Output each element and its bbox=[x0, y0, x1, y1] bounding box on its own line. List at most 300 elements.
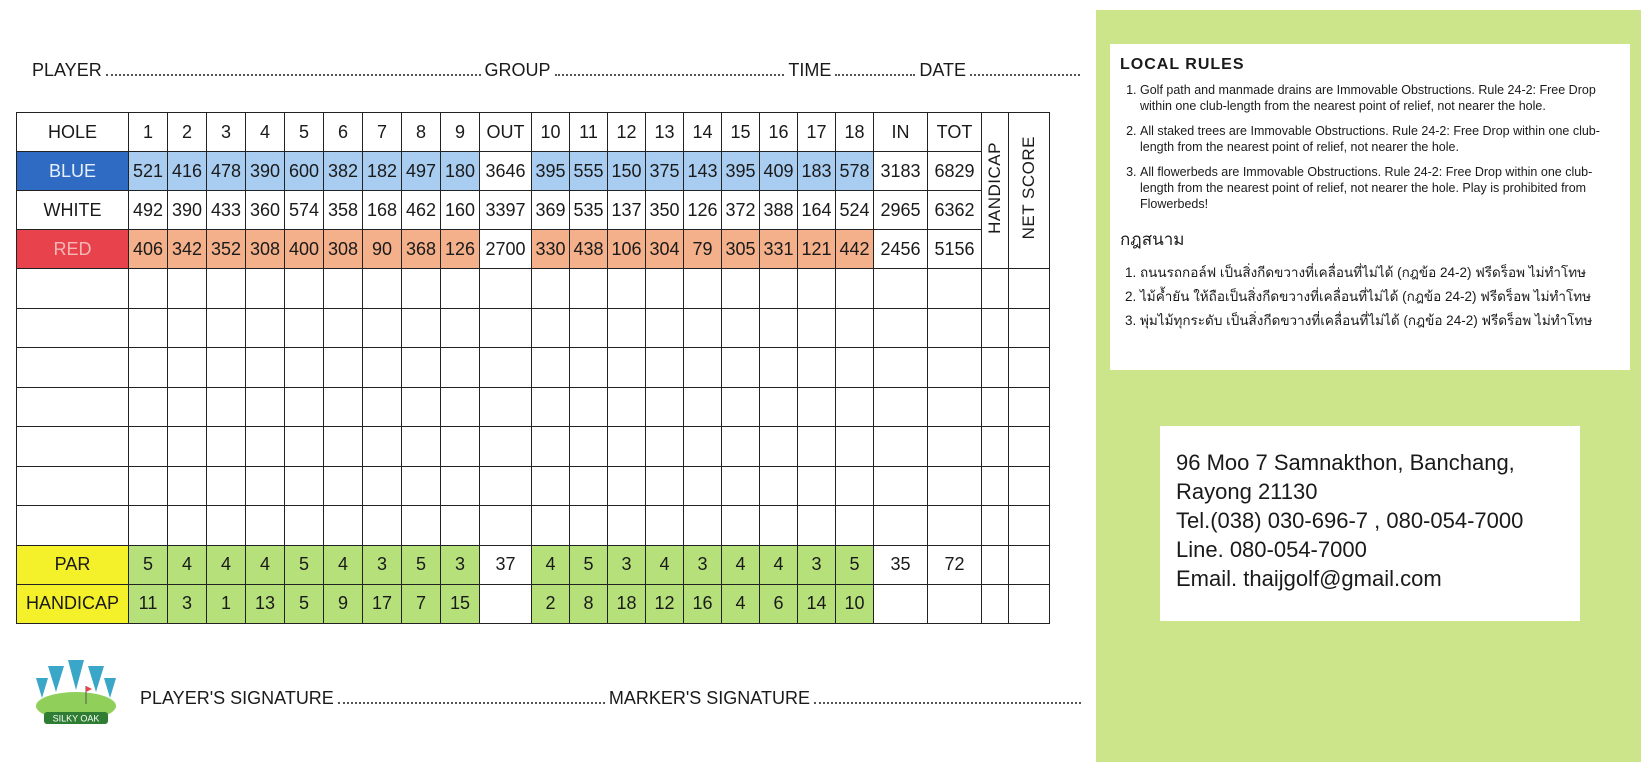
score-cell[interactable] bbox=[324, 427, 363, 467]
hole-cell: 3 bbox=[684, 545, 722, 584]
hole-cell: 14 bbox=[798, 584, 836, 623]
score-cell[interactable] bbox=[246, 506, 285, 546]
player-name-cell[interactable] bbox=[17, 269, 129, 309]
hole-number: 13 bbox=[646, 113, 684, 152]
hole-cell: 150 bbox=[608, 152, 646, 191]
hole-cell: 4 bbox=[207, 545, 246, 584]
score-cell[interactable] bbox=[168, 427, 207, 467]
score-cell[interactable] bbox=[874, 348, 928, 388]
score-cell[interactable] bbox=[836, 308, 874, 348]
score-cell[interactable] bbox=[402, 466, 441, 506]
score-cell[interactable] bbox=[760, 348, 798, 388]
hole-cell: 17 bbox=[363, 584, 402, 623]
handicap-cell[interactable] bbox=[982, 584, 1009, 623]
score-cell[interactable] bbox=[928, 506, 982, 546]
score-cell[interactable] bbox=[722, 506, 760, 546]
hole-number: 6 bbox=[324, 113, 363, 152]
score-cell[interactable] bbox=[874, 308, 928, 348]
score-cell[interactable] bbox=[722, 308, 760, 348]
score-cell[interactable] bbox=[684, 269, 722, 309]
hole-cell: 4 bbox=[760, 545, 798, 584]
hole-cell: 164 bbox=[798, 191, 836, 230]
score-cell[interactable] bbox=[570, 427, 608, 467]
tot-header: TOT bbox=[928, 113, 982, 152]
score-cell[interactable] bbox=[532, 387, 570, 427]
score-cell[interactable] bbox=[684, 427, 722, 467]
player-header-line bbox=[32, 60, 1084, 81]
score-cell[interactable] bbox=[608, 466, 646, 506]
address-box bbox=[1160, 426, 1580, 621]
in-header: IN bbox=[874, 113, 928, 152]
score-cell[interactable] bbox=[402, 308, 441, 348]
hole-cell: 9 bbox=[324, 584, 363, 623]
hole-cell: 4 bbox=[532, 545, 570, 584]
address-email: Email. thaijgolf@gmail.com bbox=[1176, 566, 1442, 591]
score-cell[interactable] bbox=[441, 427, 480, 467]
score-cell[interactable] bbox=[1009, 308, 1050, 348]
score-cell[interactable] bbox=[836, 506, 874, 546]
hole-cell: 182 bbox=[363, 152, 402, 191]
score-cell[interactable] bbox=[1009, 269, 1050, 309]
hole-cell: 388 bbox=[760, 191, 798, 230]
score-cell[interactable] bbox=[246, 427, 285, 467]
score-cell[interactable] bbox=[129, 269, 168, 309]
score-cell[interactable] bbox=[246, 348, 285, 388]
score-cell[interactable] bbox=[570, 506, 608, 546]
group-field[interactable] bbox=[555, 60, 785, 76]
score-cell[interactable] bbox=[532, 466, 570, 506]
score-cell[interactable] bbox=[684, 348, 722, 388]
score-cell[interactable] bbox=[570, 308, 608, 348]
score-cell[interactable] bbox=[129, 308, 168, 348]
hole-cell: 390 bbox=[246, 152, 285, 191]
tot-total-cell: 5156 bbox=[928, 230, 982, 269]
hole-cell: 416 bbox=[168, 152, 207, 191]
hole-cell: 143 bbox=[684, 152, 722, 191]
in-total-cell: 3183 bbox=[874, 152, 928, 191]
out-total-cell bbox=[480, 584, 532, 623]
hole-cell: 1 bbox=[207, 584, 246, 623]
score-cell[interactable] bbox=[982, 387, 1009, 427]
score-cell[interactable] bbox=[722, 348, 760, 388]
row-label: BLUE bbox=[17, 152, 129, 191]
score-cell[interactable] bbox=[402, 348, 441, 388]
score-cell[interactable] bbox=[1009, 427, 1050, 467]
score-cell[interactable] bbox=[532, 506, 570, 546]
score-cell[interactable] bbox=[168, 348, 207, 388]
hole-cell: 5 bbox=[285, 584, 324, 623]
player-score-row bbox=[17, 269, 1050, 309]
tot-total-cell bbox=[928, 584, 982, 623]
score-cell[interactable] bbox=[646, 348, 684, 388]
hole-cell: 304 bbox=[646, 230, 684, 269]
address-line2: Rayong 21130 bbox=[1176, 479, 1318, 504]
handicap-row bbox=[17, 584, 1050, 623]
score-cell[interactable] bbox=[246, 387, 285, 427]
score-cell[interactable] bbox=[129, 348, 168, 388]
player-name-cell[interactable] bbox=[17, 427, 129, 467]
score-cell[interactable] bbox=[480, 348, 532, 388]
player-score-row bbox=[17, 506, 1050, 546]
hole-cell: 438 bbox=[570, 230, 608, 269]
score-cell[interactable] bbox=[874, 427, 928, 467]
score-cell[interactable] bbox=[168, 387, 207, 427]
score-cell[interactable] bbox=[722, 427, 760, 467]
score-cell[interactable] bbox=[324, 387, 363, 427]
time-field[interactable] bbox=[835, 60, 915, 76]
hole-cell: 79 bbox=[684, 230, 722, 269]
score-cell[interactable] bbox=[532, 427, 570, 467]
score-cell[interactable] bbox=[402, 387, 441, 427]
hole-number: 5 bbox=[285, 113, 324, 152]
net-score-cell[interactable] bbox=[1009, 545, 1050, 584]
hole-number: 12 bbox=[608, 113, 646, 152]
score-cell[interactable] bbox=[1009, 506, 1050, 546]
score-cell[interactable] bbox=[168, 506, 207, 546]
tee-row-white bbox=[17, 191, 1050, 230]
score-cell[interactable] bbox=[129, 387, 168, 427]
net-score-cell[interactable] bbox=[1009, 584, 1050, 623]
hole-cell: 13 bbox=[246, 584, 285, 623]
hole-cell: 4 bbox=[722, 584, 760, 623]
out-total-cell: 37 bbox=[480, 545, 532, 584]
score-cell[interactable] bbox=[722, 387, 760, 427]
hole-cell: 352 bbox=[207, 230, 246, 269]
score-cell[interactable] bbox=[928, 269, 982, 309]
score-cell[interactable] bbox=[363, 308, 402, 348]
score-cell[interactable] bbox=[760, 427, 798, 467]
player-name-cell[interactable] bbox=[17, 348, 129, 388]
score-cell[interactable] bbox=[874, 466, 928, 506]
score-cell[interactable] bbox=[402, 506, 441, 546]
score-cell[interactable] bbox=[129, 427, 168, 467]
score-cell[interactable] bbox=[441, 466, 480, 506]
score-cell[interactable] bbox=[246, 269, 285, 309]
score-cell[interactable] bbox=[441, 269, 480, 309]
local-rules-box bbox=[1110, 44, 1630, 370]
score-cell[interactable] bbox=[928, 387, 982, 427]
score-cell[interactable] bbox=[207, 269, 246, 309]
score-cell[interactable] bbox=[129, 466, 168, 506]
score-cell[interactable] bbox=[608, 348, 646, 388]
score-cell[interactable] bbox=[982, 348, 1009, 388]
hole-cell: 2 bbox=[532, 584, 570, 623]
score-cell[interactable] bbox=[646, 269, 684, 309]
hole-header-row bbox=[17, 113, 1050, 152]
hole-cell: 369 bbox=[532, 191, 570, 230]
score-cell[interactable] bbox=[441, 308, 480, 348]
handicap-header bbox=[982, 113, 1009, 269]
hole-cell: 3 bbox=[608, 545, 646, 584]
hole-cell: 4 bbox=[246, 545, 285, 584]
hole-number: 7 bbox=[363, 113, 402, 152]
hole-number: 8 bbox=[402, 113, 441, 152]
local-rule-item: 2. All staked trees are Immovable Obstructions. Rule 24-2: Free Drop within one club-length from the nearest point of relief, not nearer the hole. bbox=[1140, 123, 1620, 155]
score-cell[interactable] bbox=[1009, 466, 1050, 506]
hole-cell: 10 bbox=[836, 584, 874, 623]
score-cell[interactable] bbox=[982, 427, 1009, 467]
score-cell[interactable] bbox=[168, 269, 207, 309]
score-cell[interactable] bbox=[798, 466, 836, 506]
thai-rules-title: กฎสนาม bbox=[1120, 230, 1185, 249]
score-cell[interactable] bbox=[982, 308, 1009, 348]
hole-number: 11 bbox=[570, 113, 608, 152]
score-cell[interactable] bbox=[363, 269, 402, 309]
hole-cell: 16 bbox=[684, 584, 722, 623]
time-label: TIME bbox=[788, 60, 832, 80]
score-cell[interactable] bbox=[363, 387, 402, 427]
hole-cell: 390 bbox=[168, 191, 207, 230]
score-cell[interactable] bbox=[480, 506, 532, 546]
score-cell[interactable] bbox=[928, 308, 982, 348]
tot-total-cell: 6362 bbox=[928, 191, 982, 230]
score-cell[interactable] bbox=[608, 387, 646, 427]
score-cell[interactable] bbox=[798, 427, 836, 467]
address-line-id: Line. 080-054-7000 bbox=[1176, 537, 1367, 562]
hole-cell: 5 bbox=[402, 545, 441, 584]
score-cell[interactable] bbox=[798, 506, 836, 546]
local-rules-title: LOCAL RULES bbox=[1120, 56, 1245, 73]
marker-signature-field[interactable] bbox=[814, 688, 1081, 704]
local-rules-list bbox=[1120, 82, 1620, 212]
hole-cell: 180 bbox=[441, 152, 480, 191]
score-cell[interactable] bbox=[363, 348, 402, 388]
hole-cell: 358 bbox=[324, 191, 363, 230]
score-cell[interactable] bbox=[798, 269, 836, 309]
hole-cell: 521 bbox=[129, 152, 168, 191]
hole-cell: 4 bbox=[168, 545, 207, 584]
score-cell[interactable] bbox=[285, 466, 324, 506]
score-cell[interactable] bbox=[874, 506, 928, 546]
hole-cell: 4 bbox=[324, 545, 363, 584]
score-cell[interactable] bbox=[874, 269, 928, 309]
in-total-cell: 35 bbox=[874, 545, 928, 584]
score-cell[interactable] bbox=[207, 466, 246, 506]
score-cell[interactable] bbox=[324, 466, 363, 506]
player-name-cell[interactable] bbox=[17, 387, 129, 427]
score-cell[interactable] bbox=[836, 348, 874, 388]
hole-cell: 18 bbox=[608, 584, 646, 623]
score-cell[interactable] bbox=[836, 269, 874, 309]
score-cell[interactable] bbox=[480, 466, 532, 506]
score-cell[interactable] bbox=[798, 308, 836, 348]
hole-cell: 121 bbox=[798, 230, 836, 269]
score-cell[interactable] bbox=[402, 427, 441, 467]
score-cell[interactable] bbox=[363, 466, 402, 506]
score-cell[interactable] bbox=[532, 348, 570, 388]
thai-rule-item: 2. ไม้ค้ำยัน ให้ถือเป็นสิ่งกีดขวางที่เคลื่อนที่ไม่ได้ (กฎข้อ 24-2) ฟรีดร็อพ ไม่ทำโทษ bbox=[1140, 285, 1620, 309]
player-name-cell[interactable] bbox=[17, 466, 129, 506]
score-cell[interactable] bbox=[480, 427, 532, 467]
score-cell[interactable] bbox=[324, 348, 363, 388]
score-cell[interactable] bbox=[285, 427, 324, 467]
score-cell[interactable] bbox=[874, 387, 928, 427]
player-signature-field[interactable] bbox=[338, 688, 605, 704]
score-cell[interactable] bbox=[570, 269, 608, 309]
score-cell[interactable] bbox=[684, 387, 722, 427]
hole-cell: 5 bbox=[836, 545, 874, 584]
handicap-header-label: HANDICAP bbox=[985, 142, 1004, 234]
score-cell[interactable] bbox=[570, 348, 608, 388]
score-cell[interactable] bbox=[608, 506, 646, 546]
score-cell[interactable] bbox=[285, 269, 324, 309]
date-field[interactable] bbox=[970, 60, 1080, 76]
score-cell[interactable] bbox=[928, 348, 982, 388]
score-cell[interactable] bbox=[928, 466, 982, 506]
handicap-cell[interactable] bbox=[982, 545, 1009, 584]
hole-cell: 5 bbox=[570, 545, 608, 584]
score-cell[interactable] bbox=[684, 466, 722, 506]
hole-cell: 409 bbox=[760, 152, 798, 191]
score-cell[interactable] bbox=[608, 308, 646, 348]
score-cell[interactable] bbox=[722, 466, 760, 506]
score-cell[interactable] bbox=[207, 308, 246, 348]
local-rule-item: 3. All flowerbeds are Immovable Obstructions. Rule 24-2: Free Drop within one club-length from the nearest point of relief, not nearer the hole. Play is prohibited from Flowerbeds! bbox=[1140, 164, 1620, 212]
hole-cell: 492 bbox=[129, 191, 168, 230]
thai-rules-list bbox=[1120, 261, 1620, 333]
hole-number: 3 bbox=[207, 113, 246, 152]
score-cell[interactable] bbox=[646, 466, 684, 506]
player-field[interactable] bbox=[106, 60, 481, 76]
score-cell[interactable] bbox=[363, 427, 402, 467]
score-cell[interactable] bbox=[285, 506, 324, 546]
score-cell[interactable] bbox=[480, 269, 532, 309]
hole-cell: 330 bbox=[532, 230, 570, 269]
score-cell[interactable] bbox=[168, 466, 207, 506]
address-tel: Tel.(038) 030-696-7 , 080-054-7000 bbox=[1176, 508, 1524, 533]
score-cell[interactable] bbox=[246, 308, 285, 348]
player-signature-label: PLAYER'S SIGNATURE bbox=[140, 688, 334, 708]
score-cell[interactable] bbox=[285, 308, 324, 348]
score-cell[interactable] bbox=[798, 387, 836, 427]
score-cell[interactable] bbox=[798, 348, 836, 388]
out-total-cell: 3646 bbox=[480, 152, 532, 191]
score-cell[interactable] bbox=[760, 506, 798, 546]
hole-cell: 7 bbox=[402, 584, 441, 623]
hole-number: 1 bbox=[129, 113, 168, 152]
score-cell[interactable] bbox=[532, 269, 570, 309]
hole-number: 4 bbox=[246, 113, 285, 152]
score-cell[interactable] bbox=[441, 387, 480, 427]
score-cell[interactable] bbox=[684, 308, 722, 348]
score-cell[interactable] bbox=[207, 506, 246, 546]
hole-cell: 12 bbox=[646, 584, 684, 623]
score-cell[interactable] bbox=[646, 387, 684, 427]
score-cell[interactable] bbox=[982, 466, 1009, 506]
score-cell[interactable] bbox=[760, 308, 798, 348]
hole-cell: 183 bbox=[798, 152, 836, 191]
hole-cell: 160 bbox=[441, 191, 480, 230]
score-cell[interactable] bbox=[684, 506, 722, 546]
score-cell[interactable] bbox=[1009, 387, 1050, 427]
score-cell[interactable] bbox=[570, 466, 608, 506]
score-cell[interactable] bbox=[722, 269, 760, 309]
score-cell[interactable] bbox=[532, 308, 570, 348]
score-cell[interactable] bbox=[441, 506, 480, 546]
score-cell[interactable] bbox=[836, 466, 874, 506]
score-cell[interactable] bbox=[608, 269, 646, 309]
hole-cell: 6 bbox=[760, 584, 798, 623]
hole-cell: 308 bbox=[324, 230, 363, 269]
silky-oak-logo bbox=[28, 656, 124, 730]
score-cell[interactable] bbox=[441, 348, 480, 388]
score-cell[interactable] bbox=[285, 348, 324, 388]
hole-cell: 382 bbox=[324, 152, 363, 191]
hole-cell: 442 bbox=[836, 230, 874, 269]
tee-row-blue bbox=[17, 152, 1050, 191]
score-cell[interactable] bbox=[480, 387, 532, 427]
net-score-header-label: NET SCORE bbox=[1019, 136, 1038, 240]
hole-number: 15 bbox=[722, 113, 760, 152]
score-cell[interactable] bbox=[646, 308, 684, 348]
score-cell[interactable] bbox=[402, 269, 441, 309]
score-cell[interactable] bbox=[207, 387, 246, 427]
score-cell[interactable] bbox=[129, 506, 168, 546]
score-cell[interactable] bbox=[324, 308, 363, 348]
group-label: GROUP bbox=[484, 60, 551, 80]
hole-cell: 360 bbox=[246, 191, 285, 230]
score-cell[interactable] bbox=[1009, 348, 1050, 388]
hole-cell: 5 bbox=[285, 545, 324, 584]
player-label: PLAYER bbox=[32, 60, 102, 80]
hole-cell: 305 bbox=[722, 230, 760, 269]
score-cell[interactable] bbox=[646, 427, 684, 467]
hole-cell: 11 bbox=[129, 584, 168, 623]
score-cell[interactable] bbox=[570, 387, 608, 427]
score-cell[interactable] bbox=[480, 308, 532, 348]
hole-number: 17 bbox=[798, 113, 836, 152]
hole-cell: 497 bbox=[402, 152, 441, 191]
row-label: PAR bbox=[17, 545, 129, 584]
score-cell[interactable] bbox=[836, 387, 874, 427]
signature-line bbox=[140, 688, 1085, 709]
score-cell[interactable] bbox=[760, 269, 798, 309]
hole-number: 18 bbox=[836, 113, 874, 152]
score-cell[interactable] bbox=[760, 387, 798, 427]
tee-row-red bbox=[17, 230, 1050, 269]
out-total-cell: 2700 bbox=[480, 230, 532, 269]
score-cell[interactable] bbox=[836, 427, 874, 467]
score-cell[interactable] bbox=[285, 387, 324, 427]
score-cell[interactable] bbox=[324, 506, 363, 546]
in-total-cell: 2456 bbox=[874, 230, 928, 269]
hole-cell: 524 bbox=[836, 191, 874, 230]
score-cell[interactable] bbox=[168, 308, 207, 348]
hole-cell: 555 bbox=[570, 152, 608, 191]
score-cell[interactable] bbox=[324, 269, 363, 309]
score-cell[interactable] bbox=[207, 427, 246, 467]
score-cell[interactable] bbox=[363, 506, 402, 546]
hole-header-label: HOLE bbox=[17, 113, 129, 152]
hole-cell: 8 bbox=[570, 584, 608, 623]
score-cell[interactable] bbox=[646, 506, 684, 546]
score-cell[interactable] bbox=[928, 427, 982, 467]
player-name-cell[interactable] bbox=[17, 506, 129, 546]
score-cell[interactable] bbox=[246, 466, 285, 506]
hole-number: 14 bbox=[684, 113, 722, 152]
score-cell[interactable] bbox=[760, 466, 798, 506]
score-cell[interactable] bbox=[982, 506, 1009, 546]
score-cell[interactable] bbox=[608, 427, 646, 467]
player-name-cell[interactable] bbox=[17, 308, 129, 348]
score-cell[interactable] bbox=[982, 269, 1009, 309]
par-row bbox=[17, 545, 1050, 584]
in-total-cell bbox=[874, 584, 928, 623]
player-score-row bbox=[17, 466, 1050, 506]
hole-cell: 3 bbox=[168, 584, 207, 623]
hole-cell: 395 bbox=[722, 152, 760, 191]
score-cell[interactable] bbox=[207, 348, 246, 388]
